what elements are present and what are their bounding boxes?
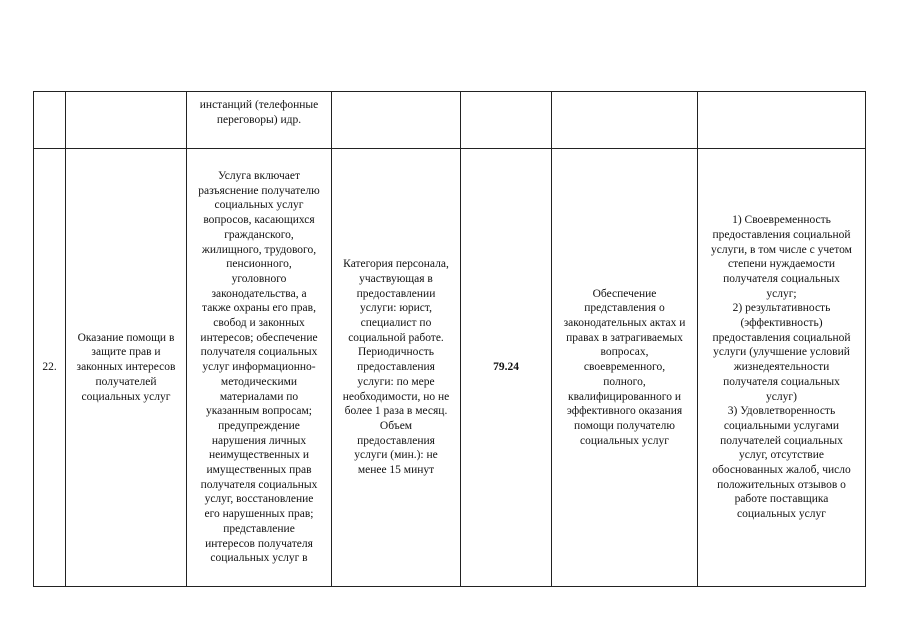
indicators-cell bbox=[698, 92, 866, 149]
service-description: Услуга включает разъяснение получателю социальных услуг вопросов, касающихся гражданского, жилищного, трудового, пенсионного, уголовного законодательства, а также охраны его прав, свобод и законных интересов; обеспечение получателя социальных услуг информационно- методическими материалами по указанным вопросам; предупреждение нарушения личных неимущественных и имущественных прав получателя социальных услуг, восстановление его нарушенных прав; представление интересов получателя социальных услуг в bbox=[187, 149, 332, 587]
tariff-value: 79.24 bbox=[461, 149, 552, 587]
quality-indicators: 1) Своевременность предоставления социальной услуги, в том числе с учетом степени нуждаемости получателя социальных услуг; 2) результативность (эффективность) предоставления социальной услуги (улучшение условий жизнедеятельности получателя социальных услуг) 3) Удовлетворенность социальными услугами получателей социальных услуг, отсутствие обоснованных жалоб, число положительных отзывов о работе поставщика социальных услуг bbox=[698, 149, 866, 587]
table-row-continuation bbox=[34, 92, 866, 149]
conditions-cell bbox=[552, 92, 698, 149]
personnel-periodicity: Категория персонала, участвующая в предоставлении услуги: юрист, специалист по социальной работе. Периодичность предоставления услуги: по мере необходимости, но не более 1 раза в месяц. Объем предоставления услуги (мин.): не менее 15 минут bbox=[332, 149, 461, 587]
services-table bbox=[33, 91, 866, 587]
number-cell bbox=[34, 92, 66, 149]
value-cell bbox=[461, 92, 552, 149]
table-row-22 bbox=[34, 149, 866, 587]
service-name-cell bbox=[66, 92, 187, 149]
service-conditions: Обеспечение представления о законодательных актах и правах в затрагиваемых вопросах, своевременного, полного, квалифицированного и эффективного оказания помощи получателю социальных услуг bbox=[552, 149, 698, 587]
service-name: Оказание помощи в защите прав и законных интересов получателей социальных услуг bbox=[66, 149, 187, 587]
personnel-cell bbox=[332, 92, 461, 149]
row-number: 22. bbox=[34, 149, 66, 587]
description-cell: инстанций (телефонные переговоры) идр. bbox=[187, 92, 332, 149]
